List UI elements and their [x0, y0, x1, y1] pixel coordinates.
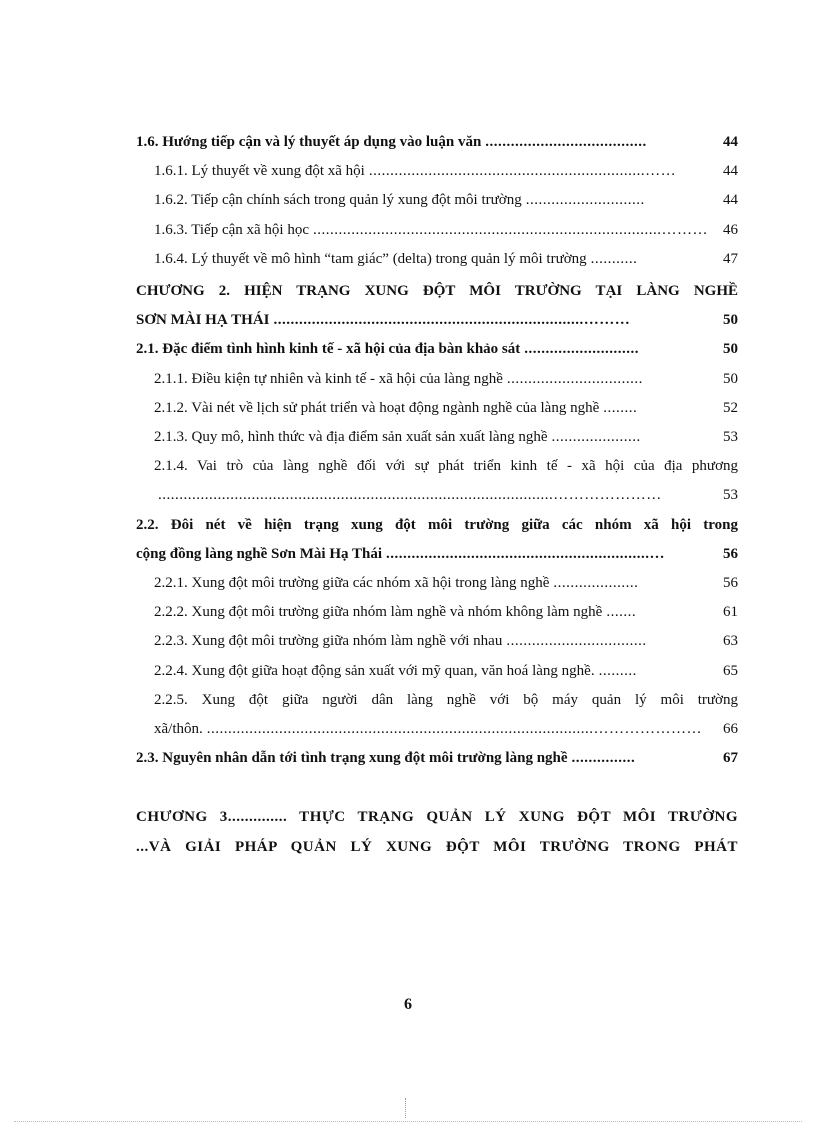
toc-entry-title: 1.6.4. Lý thuyết về mô hình “tam giác” (delta) trong quản lý môi trường: [154, 250, 587, 267]
toc-leader-dots: .................................................................……: [368, 163, 677, 180]
page-number: 6: [404, 996, 412, 1013]
table-of-contents: [136, 128, 738, 862]
toc-page-number: 53: [723, 487, 738, 504]
toc-leader-dots: ............................: [525, 192, 645, 209]
toc-page-number: 56: [723, 545, 738, 562]
toc-chapter3-line-2: ...VÀ GIẢI PHÁP QUẢN LÝ XUNG ĐỘT MÔI TRƯỜNG TRONG PHÁT: [136, 838, 738, 855]
toc-entry-title: 1.6.2. Tiếp cận chính sách trong quản lý xung đột môi trường: [154, 192, 522, 209]
toc-leader-dots: ....................: [553, 575, 639, 592]
toc-page-number: 66: [723, 721, 738, 738]
toc-leader-dots: ......................................: [485, 134, 647, 150]
toc-leader-dots: ........: [603, 399, 638, 416]
toc-entry-1-6-4[interactable]: [136, 245, 738, 274]
toc-page-number: 50: [723, 312, 738, 329]
toc-entry-2-2-2[interactable]: [136, 598, 738, 627]
toc-entry-chapter-3[interactable]: [136, 803, 738, 861]
toc-page-number: 67: [723, 750, 738, 767]
toc-page-number: 47: [723, 250, 738, 267]
toc-entry-title: cộng đồng làng nghề Sơn Mài Hạ Thái: [136, 545, 383, 562]
toc-leader-dots: .........................................................................………: [273, 312, 631, 329]
toc-entry-1-6[interactable]: [136, 128, 738, 157]
toc-leader-dots: .............................................................................................…………………: [158, 487, 662, 504]
toc-entry-1-6-1[interactable]: [136, 157, 738, 186]
toc-entry-chapter-2[interactable]: [136, 277, 738, 335]
toc-page-number: 46: [723, 221, 738, 238]
toc-leader-dots: ...........................: [524, 341, 640, 358]
toc-leader-dots: .................................: [506, 633, 647, 650]
page-bottom-border: [14, 1121, 802, 1122]
toc-leader-dots: .........: [598, 662, 637, 679]
toc-leader-dots: ...........: [590, 250, 638, 267]
toc-entry-heading-line: CHƯƠNG 2. HIỆN TRẠNG XUNG ĐỘT MÔI TRƯỜNG TẠI LÀNG NGHỀ: [136, 283, 738, 300]
toc-entry-title: 1.6.3. Tiếp cận xã hội học: [154, 221, 309, 238]
toc-leader-dots: .....................: [551, 429, 641, 446]
toc-page-number: 63: [723, 633, 738, 650]
toc-entry-title: 2.1.3. Quy mô, hình thức và địa điểm sản xuất sản xuất làng nghề: [154, 429, 548, 446]
toc-entry-title: 2.2.1. Xung đột môi trường giữa các nhóm xã hội trong làng nghề: [154, 575, 550, 592]
toc-leader-dots: ..................................................................................………: [313, 221, 708, 238]
toc-entry-2-2-4[interactable]: [136, 657, 738, 686]
toc-entry-2-3[interactable]: [136, 744, 738, 773]
toc-page-number: 52: [723, 399, 738, 416]
toc-page-number: 44: [723, 134, 738, 150]
toc-entry-title: 2.1.2. Vài nét về lịch sử phát triển và hoạt động ngành nghề của làng nghề: [154, 399, 600, 416]
toc-page-number: 56: [723, 575, 738, 592]
toc-page-number: 50: [723, 341, 738, 358]
toc-entry-title: 2.3. Nguyên nhân dẫn tới tình trạng xung đột môi trường làng nghề: [136, 750, 568, 767]
toc-entry-title: 2.2.3. Xung đột môi trường giữa nhóm làm nghề với nhau: [154, 633, 503, 650]
toc-leader-dots: ...........................................................................................…………………: [206, 721, 702, 738]
toc-entry-title: 2.2.2. Xung đột môi trường giữa nhóm làm nghề và nhóm không làm nghề: [154, 604, 603, 621]
toc-entry-title: 2.1. Đặc điểm tình hình kinh tế - xã hội của địa bàn khảo sát: [136, 341, 521, 358]
toc-entry-2-2[interactable]: [136, 511, 738, 569]
toc-entry-2-1-2[interactable]: [136, 394, 738, 423]
toc-entry-1-6-3[interactable]: [136, 216, 738, 245]
toc-entry-title: 1.6. Hướng tiếp cận và lý thuyết áp dụng vào luận văn: [136, 134, 482, 150]
toc-page-number: 61: [723, 604, 738, 621]
toc-entry-title: 2.1.1. Điều kiện tự nhiên và kinh tế - xã hội của làng nghề: [154, 370, 503, 387]
toc-page-number: 44: [723, 192, 738, 209]
toc-entry-title: xã/thôn.: [154, 721, 203, 738]
toc-entry-2-1[interactable]: [136, 335, 738, 364]
toc-page-number: 50: [723, 370, 738, 387]
toc-entry-2-1-1[interactable]: [136, 365, 738, 394]
toc-leader-dots: ..............................................................…: [386, 545, 666, 562]
toc-entry-title: SƠN MÀI HẠ THÁI: [136, 312, 270, 329]
toc-entry-2-2-3[interactable]: [136, 627, 738, 656]
toc-entry-1-6-2[interactable]: [136, 186, 738, 215]
toc-leader-dots: ...............: [571, 750, 636, 767]
toc-entry-2-2-5[interactable]: [136, 686, 738, 744]
toc-page-number: 53: [723, 429, 738, 446]
toc-page-number: 44: [723, 163, 738, 180]
toc-entry-heading-line: 2.1.4. Vai trò của làng nghề đối với sự phát triển kinh tế - xã hội của địa phương: [154, 458, 738, 475]
toc-leader-dots: ................................: [506, 370, 643, 387]
toc-page-number: 65: [723, 662, 738, 679]
toc-entry-heading-line: 2.2.5. Xung đột giữa người dân làng nghề với bộ máy quản lý môi trường: [154, 691, 738, 708]
toc-entry-2-1-4[interactable]: [136, 452, 738, 510]
page-divider-mark: [405, 1098, 407, 1118]
toc-entry-2-2-1[interactable]: [136, 569, 738, 598]
toc-entry-title: 2.2.4. Xung đột giữa hoạt động sản xuất với mỹ quan, văn hoá làng nghề.: [154, 662, 595, 679]
toc-chapter3-line-1: CHƯƠNG 3.............. THỰC TRẠNG QUẢN LÝ XUNG ĐỘT MÔI TRƯỜNG: [136, 809, 738, 826]
toc-leader-dots: .......: [606, 604, 637, 621]
toc-entry-2-1-3[interactable]: [136, 423, 738, 452]
toc-entry-title: 1.6.1. Lý thuyết về xung đột xã hội: [154, 163, 365, 180]
toc-entry-heading-line: 2.2. Đôi nét về hiện trạng xung đột môi trường giữa các nhóm xã hội trong: [136, 516, 738, 533]
